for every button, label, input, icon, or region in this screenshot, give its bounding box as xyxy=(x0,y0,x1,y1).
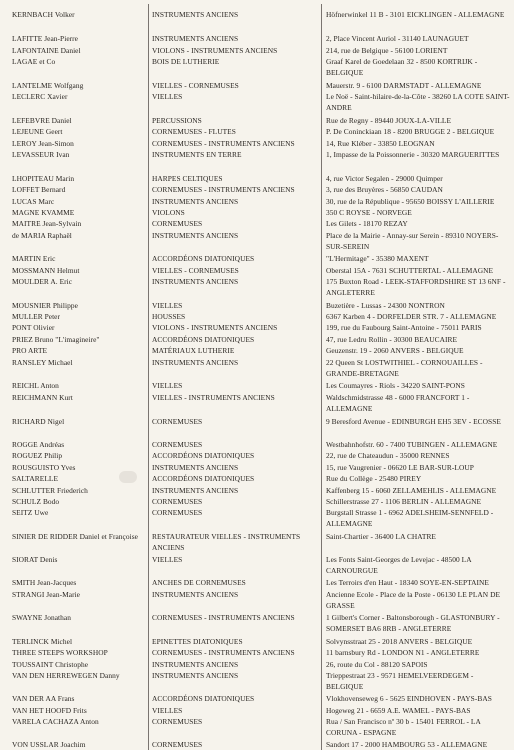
maker-name: LAFONTAINE Daniel xyxy=(12,46,81,55)
instrument-type: VIELLES xyxy=(152,92,183,101)
instrument-type: INSTRUMENTS ANCIENS xyxy=(152,10,239,19)
maker-name: MARTIN Eric xyxy=(12,254,56,263)
address: 22, rue de Chateaudun - 35000 RENNES xyxy=(326,451,450,460)
maker-name: ROGGE Andréas xyxy=(12,440,65,449)
instrument-type: INSTRUMENTS ANCIENS xyxy=(152,358,239,367)
instrument-type: RESTAURATEUR VIELLES - INSTRUMENTS ANCIENS xyxy=(152,532,301,553)
instrument-type: HARPES CELTIQUES xyxy=(152,174,223,183)
instrument-type: VIELLES xyxy=(152,301,183,310)
address: Les Terroirs d'en Haut - 18340 SOYE-EN-SEPTAINE xyxy=(326,578,489,587)
address: 26, route du Col - 88120 SAPOIS xyxy=(326,660,428,669)
address: Schillerstrasse 27 - 1106 BERLIN - ALLEMAGNE xyxy=(326,497,482,506)
maker-name: VAN DER AA Frans xyxy=(12,694,75,703)
address: Westbahnhofstr. 60 - 7400 TUBINGEN - ALLEMAGNE xyxy=(326,440,498,449)
instrument-type: CORNEMUSES xyxy=(152,740,203,749)
address: Les Coumayres - Riols - 34220 SAINT-PONS xyxy=(326,381,465,390)
instrument-type: ACCORDÉONS DIATONIQUES xyxy=(152,451,255,460)
address: 175 Buxton Road - LEEK-STAFFORDSHIRE ST 13 6NF - ANGLETERRE xyxy=(326,277,506,298)
maker-name: KERNBACH Volker xyxy=(12,10,75,19)
address: Graaf Karel de Goedelaan 32 - 8500 KORTRIJK - BELGIQUE xyxy=(326,57,478,78)
address: 9 Beresford Avenue - EDINBURGH EH5 3EV - ECOSSE xyxy=(326,417,501,426)
instrument-type: INSTRUMENTS ANCIENS xyxy=(152,486,239,495)
maker-name: LHOPITEAU Marin xyxy=(12,174,75,183)
maker-name: LUCAS Marc xyxy=(12,197,55,206)
maker-name: VARELA CACHAZA Anton xyxy=(12,717,99,726)
maker-name: SINIER DE RIDDER Daniel et Françoise xyxy=(12,532,138,541)
maker-name: REICHL Anton xyxy=(12,381,59,390)
maker-name: SWAYNE Jonathan xyxy=(12,613,71,622)
address: 15, rue Vaugrenier - 06620 LE BAR-SUR-LOUP xyxy=(326,463,474,472)
maker-name: PONT Olivier xyxy=(12,323,55,332)
address: 22 Queen St LOSTWITHIEL - CORNOUAILLES - GRANDE-BRETAGNE xyxy=(326,358,483,379)
instrument-type: ACCORDÉONS DIATONIQUES xyxy=(152,474,255,483)
maker-name: ROUSGUISTO Yves xyxy=(12,463,76,472)
maker-name: MAGNE KVAMME xyxy=(12,208,75,217)
instrument-type: VIELLES - CORNEMUSES xyxy=(152,81,239,90)
instrument-type: MATÉRIAUX LUTHERIE xyxy=(152,346,235,355)
maker-name: VAN DEN HERREWEGEN Danny xyxy=(12,671,120,680)
maker-name: TERLINCK Michel xyxy=(12,637,73,646)
instrument-type: INSTRUMENTS EN TERRE xyxy=(152,150,242,159)
instrument-type: CORNEMUSES - FLUTES xyxy=(152,127,236,136)
instrument-type: CORNEMUSES xyxy=(152,717,203,726)
maker-name: SMITH Jean-Jacques xyxy=(12,578,77,587)
address: 199, rue du Faubourg Saint-Antoine - 75011 PARIS xyxy=(326,323,482,332)
maker-name: LOFFET Bernard xyxy=(12,185,66,194)
address: 350 C ROYSE - NORVEGE xyxy=(326,208,412,217)
instrument-type: VIOLONS - INSTRUMENTS ANCIENS xyxy=(152,46,278,55)
maker-name: VAN HET HOOFD Frits xyxy=(12,706,87,715)
maker-name: VON USSLAR Joachim xyxy=(12,740,86,749)
address: 14, Rue Kléber - 33850 LEOGNAN xyxy=(326,139,435,148)
address: Buzetière - Lussas - 24300 NONTRON xyxy=(326,301,445,310)
address: 2, Place Vincent Auriol - 31140 LAUNAGUET xyxy=(326,34,469,43)
address: 4, rue Victor Segalen - 29000 Quimper xyxy=(326,174,443,183)
instrument-type: VIOLONS xyxy=(152,208,185,217)
maker-name: MAITRE Jean-Sylvain xyxy=(12,219,82,228)
maker-name: RANSLEY Michael xyxy=(12,358,73,367)
instrument-type: VIELLES xyxy=(152,555,183,564)
address: Kaffenberg 15 - 6060 ZELLAMEHLIS - ALLEMAGNE xyxy=(326,486,497,495)
instrument-type: CORNEMUSES - INSTRUMENTS ANCIENS xyxy=(152,613,295,622)
maker-name: LANTELME Wolfgang xyxy=(12,81,84,90)
maker-name: LEROY Jean-Simon xyxy=(12,139,74,148)
maker-name: REICHMANN Kurt xyxy=(12,393,73,402)
address: Mauerstr. 9 - 6100 DARMSTADT - ALLEMAGNE xyxy=(326,81,482,90)
instrument-type: VIOLONS - INSTRUMENTS ANCIENS xyxy=(152,323,278,332)
instrument-type: VIELLES - CORNEMUSES xyxy=(152,266,239,275)
address: Waldschmidstrasse 48 - 6000 FRANCFORT 1 - ALLEMAGNE xyxy=(326,393,470,414)
instrument-type: INSTRUMENTS ANCIENS xyxy=(152,671,239,680)
address: Sandort 17 - 2000 HAMBOURG 53 - ALLEMAGNE xyxy=(326,740,488,749)
maker-name: PRO ARTE xyxy=(12,346,48,355)
address: Trieppestraat 23 - 9571 HEMELVEERDEGEM - BELGIQUE xyxy=(326,671,474,692)
address: Le Noë - Saint-hilaire-de-la-Côte - 38260 LA COTE SAINT-ANDRE xyxy=(326,92,510,113)
address: 3, rue des Bruyères - 56850 CAUDAN xyxy=(326,185,443,194)
maker-name: SCHULZ Bodo xyxy=(12,497,60,506)
address: Rua / San Francisco nº 30 b - 15401 FERROL - LA CORUNA - ESPAGNE xyxy=(326,717,481,738)
address: Saint-Chartier - 36400 LA CHATRE xyxy=(326,532,436,541)
instrument-type: VIELLES - INSTRUMENTS ANCIENS xyxy=(152,393,275,402)
maker-name: MOSSMANN Helmut xyxy=(12,266,80,275)
instrument-type: INSTRUMENTS ANCIENS xyxy=(152,590,239,599)
instrument-type: INSTRUMENTS ANCIENS xyxy=(152,197,239,206)
maker-name: MOUSNIER Philippe xyxy=(12,301,78,310)
maker-name: LAFITTE Jean-Pierre xyxy=(12,34,79,43)
instrument-type: INSTRUMENTS ANCIENS xyxy=(152,660,239,669)
address: Rue de Regny - 89440 JOUX-LA-VILLE xyxy=(326,116,452,125)
address: "L'Hermitage" - 35380 MAXENT xyxy=(326,254,429,263)
instrument-type: CORNEMUSES xyxy=(152,417,203,426)
instrument-type: CORNEMUSES - INSTRUMENTS ANCIENS xyxy=(152,648,295,657)
instrument-type: VIELLES xyxy=(152,381,183,390)
address: Geuzenstr. 19 - 2060 ANVERS - BELGIQUE xyxy=(326,346,464,355)
maker-name: LEFEBVRE Daniel xyxy=(12,116,72,125)
address: Place de la Mairie - Annay-sur Serein - 89310 NOYERS-SUR-SEREIN xyxy=(326,231,499,252)
maker-name: STRANGI Jean-Marie xyxy=(12,590,81,599)
maker-name: LEVASSEUR Ivan xyxy=(12,150,70,159)
maker-name: ROGUEZ Philip xyxy=(12,451,63,460)
maker-name: RICHARD Nigel xyxy=(12,417,65,426)
instrument-type: HOUSSES xyxy=(152,312,186,321)
instrument-type: INSTRUMENTS ANCIENS xyxy=(152,34,239,43)
maker-name: THREE STEEPS WORKSHOP xyxy=(12,648,108,657)
instrument-type: VIELLES xyxy=(152,706,183,715)
address: 1 Gilbert's Corner - Baltonsborough - GLASTONBURY - SOMERSET BA6 8RB - ANGLETERRE xyxy=(326,613,500,634)
address: 1, Impasse de la Poissonnerie - 30320 MARGUERITTES xyxy=(326,150,500,159)
address: Rue du Collège - 25480 PIREY xyxy=(326,474,422,483)
instrument-type: ACCORDÉONS DIATONIQUES xyxy=(152,335,255,344)
instrument-type: CORNEMUSES - INSTRUMENTS ANCIENS xyxy=(152,139,295,148)
address: P. De Coninckiaan 18 - 8200 BRUGGE 2 - BELGIQUE xyxy=(326,127,495,136)
address: Höfnerwinkel 11 B - 3101 EICKLINGEN - ALLEMAGNE xyxy=(326,10,505,19)
instrument-type: CORNEMUSES xyxy=(152,497,203,506)
instrument-type: ACCORDÉONS DIATONIQUES xyxy=(152,254,255,263)
maker-name: TOUSSAINT Christophe xyxy=(12,660,89,669)
instrument-type: CORNEMUSES xyxy=(152,508,203,517)
maker-name: LAGAE et Co xyxy=(12,57,56,66)
instrument-type: EPINETTES DIATONIQUES xyxy=(152,637,243,646)
instrument-type: CORNEMUSES xyxy=(152,440,203,449)
maker-name: SCHLUTTER Friederich xyxy=(12,486,88,495)
address: 47, rue Ledru Rollin - 30300 BEAUCAIRE xyxy=(326,335,458,344)
maker-name: LEJEUNE Geert xyxy=(12,127,63,136)
instrument-type: INSTRUMENTS ANCIENS xyxy=(152,463,239,472)
instrument-type: INSTRUMENTS ANCIENS xyxy=(152,277,239,286)
address: Les Gilets - 18170 REZAY xyxy=(326,219,408,228)
maker-name: PRIEZ Bruno "L'imagineire" xyxy=(12,335,100,344)
address: 30, rue de la République - 95650 BOISSY L'AILLERIE xyxy=(326,197,495,206)
instrument-type: BOIS DE LUTHERIE xyxy=(152,57,220,66)
maker-name: SALTARELLE xyxy=(12,474,59,483)
address: Ancienne Ecole - Place de la Poste - 06130 LE PLAN DE GRASSE xyxy=(326,590,501,611)
address: Hogeweg 21 - 6659 A.E. WAMEL - PAYS-BAS xyxy=(326,706,471,715)
instrument-type: PERCUSSIONS xyxy=(152,116,202,125)
address: Les Fonts Saint-Georges de Levejac - 48500 LA CARNOURGUE xyxy=(326,555,472,576)
address: Burgstall Strasse 1 - 6962 ADELSHEIM-SENNFELD - ALLEMAGNE xyxy=(326,508,494,529)
address: Vlokhovenseweg 6 - 5625 EINDHOVEN - PAYS-BAS xyxy=(326,694,492,703)
instrument-type: ANCHES DE CORNEMUSES xyxy=(152,578,246,587)
maker-name: MOULDER A. Eric xyxy=(12,277,73,286)
instrument-type: INSTRUMENTS ANCIENS xyxy=(152,231,239,240)
maker-name: SIORAT Denis xyxy=(12,555,58,564)
maker-name: LECLERC Xavier xyxy=(12,92,68,101)
instrument-type: CORNEMUSES xyxy=(152,219,203,228)
maker-name: SEITZ Uwe xyxy=(12,508,49,517)
column-divider-1 xyxy=(148,4,149,750)
address: Solvynsstraat 25 - 2018 ANVERS - BELGIQUE xyxy=(326,637,473,646)
instrument-type: ACCORDÉONS DIATONIQUES xyxy=(152,694,255,703)
maker-name: MULLER Peter xyxy=(12,312,61,321)
address: Oberstal 15A - 7631 SCHUTTERTAL - ALLEMAGNE xyxy=(326,266,494,275)
instrument-type: CORNEMUSES - INSTRUMENTS ANCIENS xyxy=(152,185,295,194)
address: 11 barnsbury Rd - LONDON N1 - ANGLETERRE xyxy=(326,648,480,657)
address: 214, rue de Belgique - 56100 LORIENT xyxy=(326,46,448,55)
maker-name: de MARIA Raphaël xyxy=(12,231,72,240)
address: 6367 Karben 4 - DORFELDER STR. 7 - ALLEMAGNE xyxy=(326,312,497,321)
